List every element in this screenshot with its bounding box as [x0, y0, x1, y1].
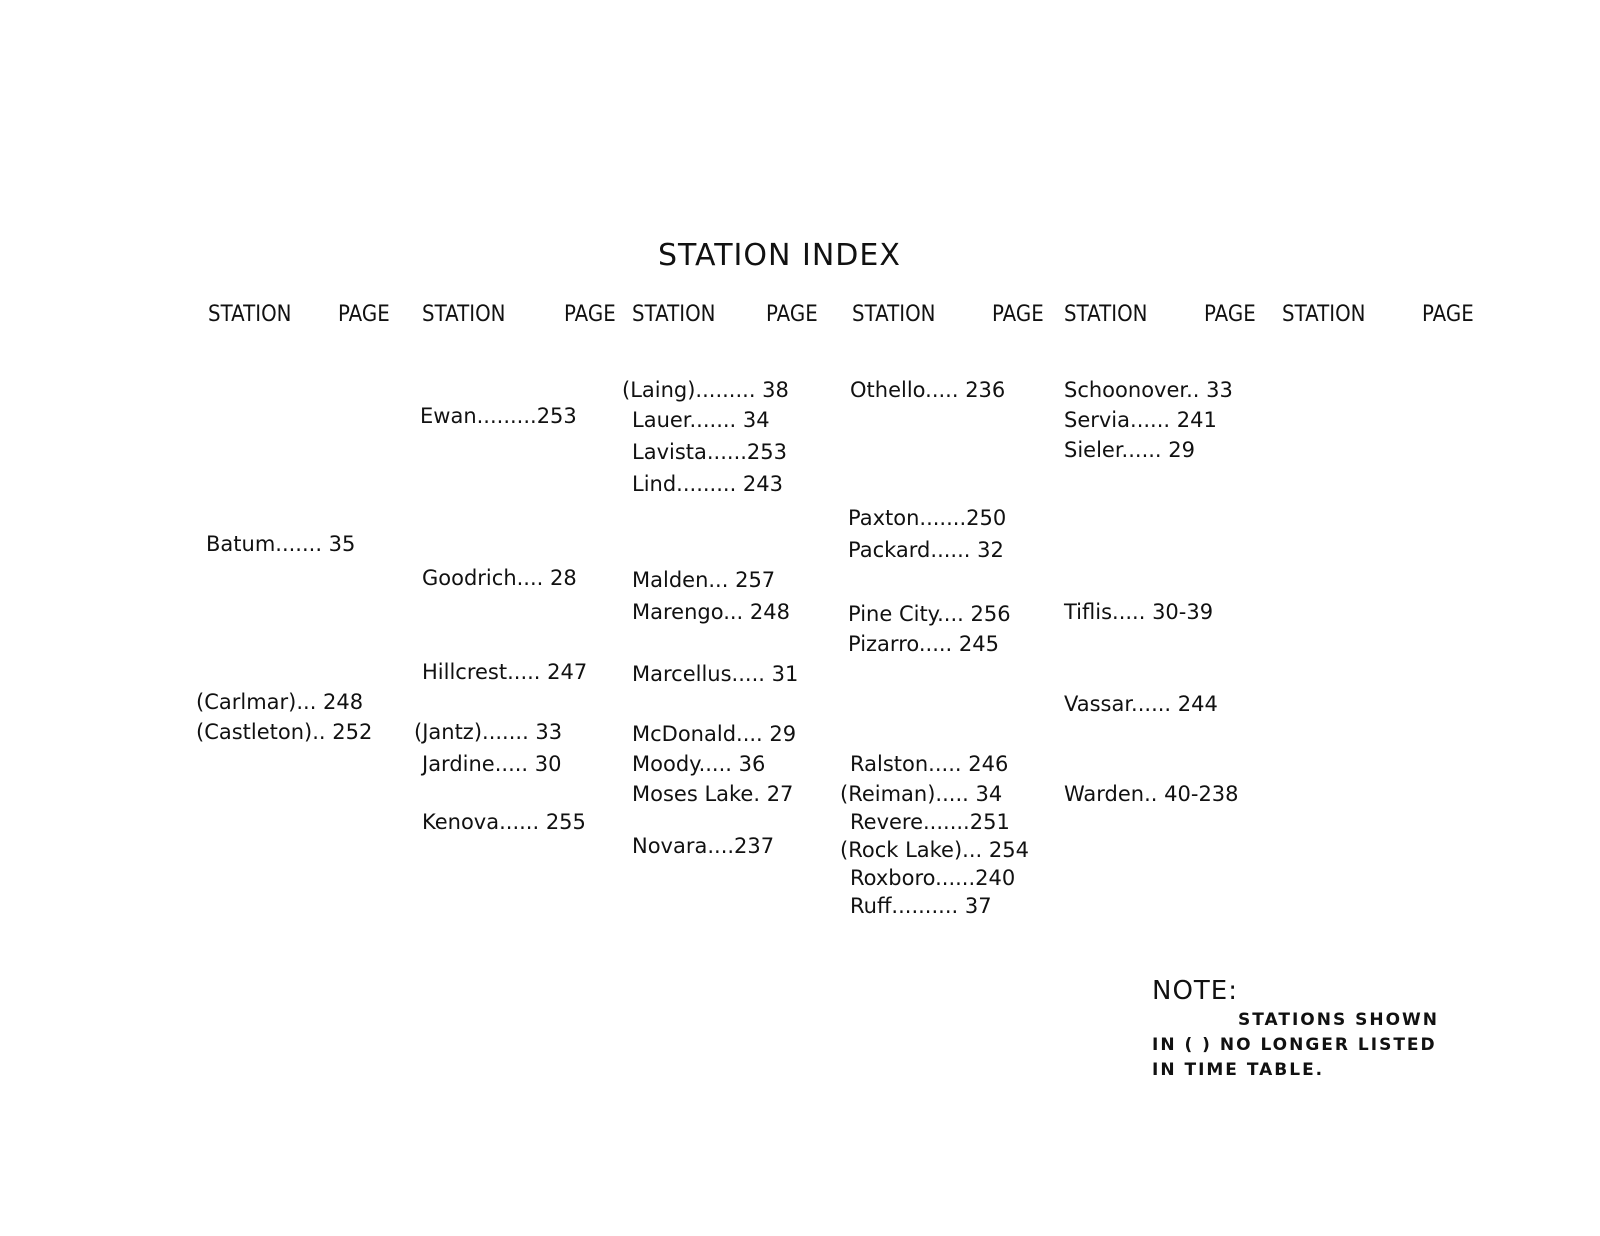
station-entry: Schoonover.. 33: [1064, 378, 1233, 402]
header-station-6: STATION: [1282, 302, 1366, 327]
station-entry: Lind......... 243: [632, 472, 784, 496]
station-entry: Tiflis..... 30-39: [1064, 600, 1214, 624]
station-entry: Othello..... 236: [850, 378, 1006, 402]
station-entry: McDonald.... 29: [632, 722, 797, 746]
station-entry: (Carlmar)... 248: [196, 690, 364, 714]
station-entry: Sieler...... 29: [1064, 438, 1195, 462]
station-entry: Marcellus..... 31: [632, 662, 799, 686]
station-entry: Malden... 257: [632, 568, 776, 592]
station-entry: Jardine..... 30: [422, 752, 562, 776]
station-entry: (Laing)......... 38: [622, 378, 789, 402]
station-entry: Roxboro......240: [850, 866, 1016, 890]
station-entry: Moses Lake. 27: [632, 782, 794, 806]
header-page-6: PAGE: [1422, 302, 1474, 327]
station-entry: Hillcrest..... 247: [422, 660, 588, 684]
station-entry: Vassar...... 244: [1064, 692, 1218, 716]
station-entry: (Reiman)..... 34: [840, 782, 1003, 806]
header-station-5: STATION: [1064, 302, 1148, 327]
station-entry: (Jantz)....... 33: [414, 720, 563, 744]
station-entry: (Rock Lake)... 254: [840, 838, 1029, 862]
station-entry: Pizarro..... 245: [848, 632, 999, 656]
station-entry: (Castleton).. 252: [196, 720, 373, 744]
station-entry: Kenova...... 255: [422, 810, 586, 834]
station-entry: Revere.......251: [850, 810, 1010, 834]
station-entry: Batum....... 35: [206, 532, 356, 556]
header-page-5: PAGE: [1204, 302, 1256, 327]
header-station-3: STATION: [632, 302, 716, 327]
station-entry: Paxton.......250: [848, 506, 1007, 530]
station-entry: Lavista......253: [632, 440, 788, 464]
note-line: IN ( ) NO LONGER LISTED: [1152, 1035, 1437, 1055]
header-station-4: STATION: [852, 302, 936, 327]
station-entry: Lauer....... 34: [632, 408, 770, 432]
header-page-3: PAGE: [766, 302, 818, 327]
header-station-2: STATION: [422, 302, 506, 327]
station-entry: Novara....237: [632, 834, 775, 858]
page-title: STATION INDEX: [658, 238, 901, 273]
station-entry: Ewan.........253: [420, 404, 577, 428]
header-page-4: PAGE: [992, 302, 1044, 327]
station-entry: Warden.. 40-238: [1064, 782, 1239, 806]
station-entry: Marengo... 248: [632, 600, 790, 624]
header-page-2: PAGE: [564, 302, 616, 327]
station-entry: Ralston..... 246: [850, 752, 1009, 776]
station-entry: Pine City.... 256: [848, 602, 1011, 626]
station-entry: Ruff.......... 37: [850, 894, 992, 918]
header-station-1: STATION: [208, 302, 292, 327]
station-entry: Moody..... 36: [632, 752, 766, 776]
station-entry: Goodrich.... 28: [422, 566, 577, 590]
note-block: [1152, 976, 1512, 1083]
station-entry: Servia...... 241: [1064, 408, 1217, 432]
header-page-1: PAGE: [338, 302, 390, 327]
station-entry: Packard...... 32: [848, 538, 1004, 562]
note-title: NOTE:: [1152, 976, 1238, 1006]
note-line: STATIONS SHOWN: [1238, 1010, 1440, 1030]
note-line: IN TIME TABLE.: [1152, 1060, 1325, 1080]
